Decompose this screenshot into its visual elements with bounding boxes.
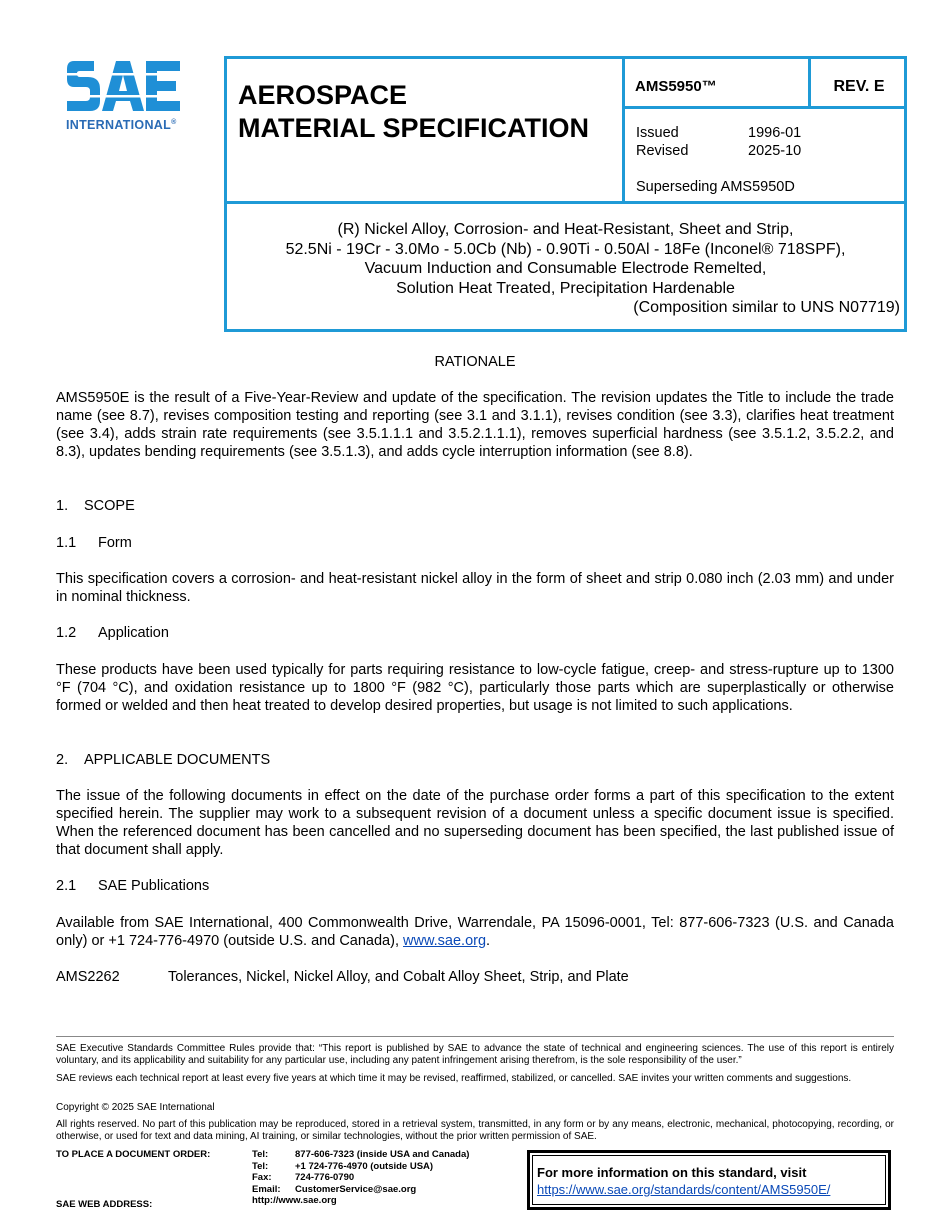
revision-label: REV. E [833, 78, 885, 95]
section-title: Form [98, 535, 132, 551]
committee-rules-text: SAE Executive Standards Committee Rules provide that: “This report is published by SAE to advance the state of technical and engineering sciences. The use of this report is entirely voluntary, and its applicability and suitability for any particular use, including any patent infringement arising therefrom, is the sole responsibility of the user.” [56, 1043, 894, 1066]
standard-page-link[interactable]: https://www.sae.org/standards/content/AMS5950E/ [537, 1182, 831, 1197]
section-number: 2. [56, 752, 69, 768]
section-title: SCOPE [84, 498, 135, 514]
form-text: This specification covers a corrosion- and heat-resistant nickel alloy in the form of sheet and strip 0.080 inch (2.03 mm) and under in nominal thickness. [56, 571, 894, 605]
order-contacts [252, 1149, 469, 1207]
section-number: 1. [56, 498, 69, 514]
application-text: These products have been used typically for parts requiring resistance to low-cycle fatigue, creep- and stress-rupture up to 1300 °F (704 °C), and oxidation resistance up to 1800 °F (982 °C), particularly those parts which are superplastically or otherwise formed or welded and then heat treated to develop desired properties, but usage is not limited to such applications. [56, 662, 894, 714]
section-docs-heading [56, 751, 270, 769]
rationale-text: AMS5950E is the result of a Five-Year-Review and update of the specification. The revision updates the Title to include the trade name (see 8.7), revises composition testing and reporting (see 3.1 and 3.1.1), revises condition (see 3.3), clarifies heat treatment (see 3.4), adds strain rate requirements (see 3.5.1.1.1 and 3.5.2.1.1.1), removes superficial hardness (see 3.5.1.2, 3.5.2.2, and 8.3), updates bending requirements (see 3.5.1.3), and adds cycle interruption information (see 8.8). [56, 390, 894, 460]
doc-number-cell [625, 59, 811, 109]
header-divider [227, 201, 904, 204]
subtitle-line: Solution Heat Treated, Precipitation Hardenable [396, 279, 735, 297]
section-scope-heading [56, 497, 135, 515]
header-title-cell [227, 59, 625, 201]
revised-date: 2025-10 [748, 143, 802, 159]
section-number: 1.1 [56, 535, 77, 551]
logo-subtitle: INTERNATIONAL® [66, 118, 177, 132]
section-number: 2.1 [56, 878, 77, 894]
issued-date: 1996-01 [748, 125, 802, 141]
section-title: SAE Publications [98, 878, 210, 894]
section-form-heading [56, 534, 132, 552]
subtitle-line: (R) Nickel Alloy, Corrosion- and Heat-Resistant, Sheet and Strip, [337, 221, 794, 238]
reference-document-row [56, 968, 629, 986]
revision-cell [811, 59, 907, 109]
section-number: 1.2 [56, 625, 77, 641]
title-line-1: AEROSPACE [238, 80, 408, 110]
subtitle-line: 52.5Ni - 19Cr - 3.0Mo - 5.0Cb (Nb) - 0.90Ti - 0.50Al - 18Fe (Inconel® 718SPF), [285, 240, 846, 258]
section-application-heading [56, 624, 169, 642]
reference-title: Tolerances, Nickel, Nickel Alloy, and Cobalt Alloy Sheet, Strip, and Plate [168, 969, 629, 985]
spec-subtitle [227, 220, 904, 318]
sae-website-link[interactable]: www.sae.org [403, 933, 487, 949]
web-address[interactable]: http://www.sae.org [252, 1195, 337, 1206]
footer-divider [56, 1036, 894, 1037]
issued-label: Issued [636, 125, 679, 141]
composition-note: (Composition similar to UNS N07719) [633, 299, 900, 317]
doc-number: AMS5950™ [635, 78, 717, 95]
tel-label: Tel: [252, 1149, 269, 1160]
sae-logo-graphic [64, 55, 184, 117]
tel-domestic[interactable]: 877-606-7323 (inside USA and Canada) [295, 1149, 470, 1160]
tel-international[interactable]: +1 724-776-4970 (outside USA) [295, 1160, 434, 1172]
fax-label: Fax: [252, 1172, 272, 1183]
rationale-heading: RATIONALE [434, 354, 516, 370]
section-title: APPLICABLE DOCUMENTS [84, 752, 271, 768]
sae-pubs-text [56, 914, 894, 950]
spec-type-title [238, 79, 589, 145]
review-text: SAE reviews each technical report at least every five years at which time it may be revised, reaffirmed, stabilized, or cancelled. SAE invites your written comments and suggestions. [56, 1073, 852, 1084]
subtitle-line: Vacuum Induction and Consumable Electrode Remelted, [364, 260, 767, 278]
title-line-2: MATERIAL SPECIFICATION [238, 113, 589, 143]
order-label: TO PLACE A DOCUMENT ORDER: [56, 1149, 211, 1160]
revised-label: Revised [636, 143, 689, 159]
email-label: Email: [252, 1183, 281, 1195]
email-address[interactable]: CustomerService@sae.org [295, 1183, 417, 1195]
fax-number: 724-776-0790 [295, 1172, 355, 1183]
rights-text: All rights reserved. No part of this publication may be reproduced, stored in a retrieval system, transmitted, in any form or by any means, electronic, mechanical, photocopying, recording, or otherwise, or used for text and data mining, AI training, or similar technologies, without the prior written permission of SAE. [56, 1119, 894, 1142]
web-address-label: SAE WEB ADDRESS: [56, 1199, 153, 1210]
copyright-text: Copyright © 2025 SAE International [56, 1102, 215, 1113]
section-title: Application [98, 625, 169, 641]
sentence-end: . [486, 933, 491, 949]
more-info-box [527, 1150, 891, 1210]
superseding-note: Superseding AMS5950D [636, 179, 795, 195]
section-sae-pubs-heading [56, 877, 209, 895]
spec-header [224, 56, 907, 332]
reference-code: AMS2262 [56, 969, 120, 985]
more-info-text: For more information on this standard, visit [537, 1165, 807, 1180]
sae-pubs-body: Available from SAE International, 400 Commonwealth Drive, Warrendale, PA 15096-0001, Tel: 877-606-7323 (U.S. and Canada only) or +1 724-776-4970 (outside U.S. and Canada), [56, 915, 894, 949]
docs-text: The issue of the following documents in effect on the date of the purchase order forms a part of this specification to the extent specified herein. The supplier may work to a subsequent revision of a document unless a specific document issue is specified. When the referenced document has been cancelled and no superseding document has been specified, the last published issue of that document shall apply. [56, 788, 894, 858]
issue-dates [636, 124, 801, 160]
tel-label: Tel: [252, 1160, 269, 1172]
